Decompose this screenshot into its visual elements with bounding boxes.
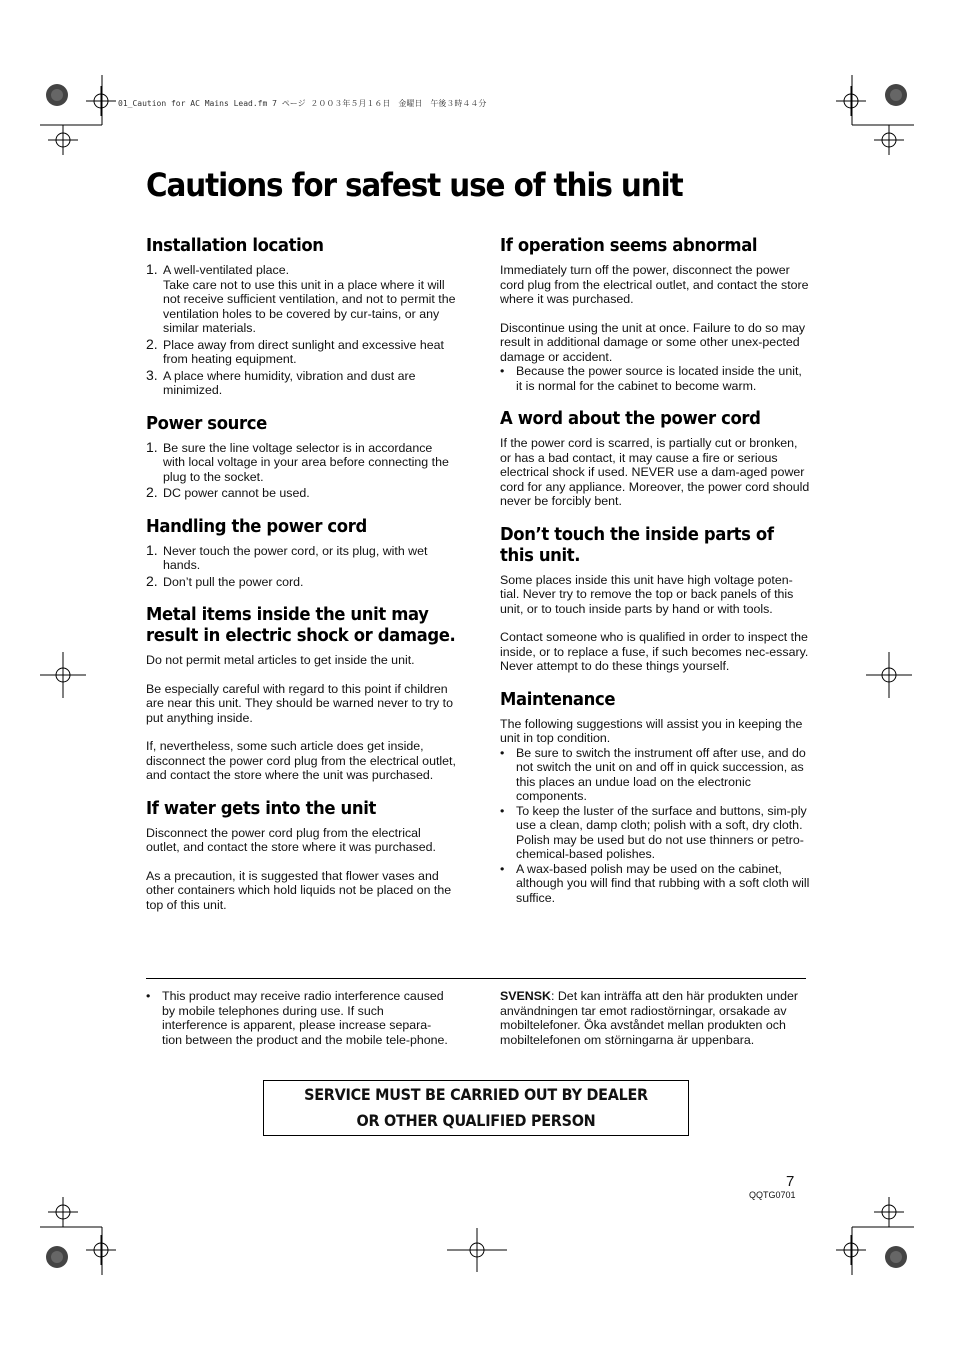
list-item bbox=[146, 438, 456, 485]
section-power-cord bbox=[500, 409, 810, 509]
list-item bbox=[146, 263, 456, 336]
registration-mark-icon bbox=[874, 1197, 904, 1227]
section-water bbox=[146, 799, 456, 913]
file-info-header: 01_Caution for AC Mains Lead.fm 7 ページ ２００３年５月１６日 金曜日 午後３時４４分 bbox=[118, 99, 487, 108]
registration-mark-icon bbox=[48, 125, 78, 155]
paragraph: If the power cord is scarred, is partially cut or bronken, or has a bad contact, it may cause a fire or serious electrical shock if used. NEVER use a dam-aged power cord for any appliance. Moreover, the power cord should never be forcibly bent. bbox=[500, 436, 810, 508]
item-number: 1. bbox=[146, 541, 158, 558]
list-item: • To keep the luster of the surface and buttons, sim-ply use a clean, damp cloth; polish with a soft, dry cloth. Polish may be used but do not use thinners or petro-chemical-based polishes. bbox=[500, 804, 810, 862]
paragraph: Some places inside this unit have high voltage poten-tial. Never try to remove the top or back panels of this unit, or to touch inside parts by hand or with tools. bbox=[500, 572, 794, 616]
bullet-list bbox=[500, 364, 810, 393]
registration-mark-icon bbox=[86, 86, 116, 116]
section-installation bbox=[146, 236, 456, 398]
paragraph: Be especially careful with regard to this point if children are near this unit. They should be warned never to try to put anything inside. bbox=[146, 681, 453, 725]
paragraph: Contact someone who is qualified in order to inspect the inside, or to replace a fuse, if such becomes nec-essary. Never attempt to do these things yourself. bbox=[500, 630, 809, 673]
section-heading: If operation seems abnormal bbox=[500, 236, 758, 256]
list-item bbox=[146, 486, 456, 501]
item-text: A well-ventilated place. bbox=[163, 263, 290, 277]
section-heading: Power source bbox=[146, 413, 267, 434]
item-text: A place where humidity, vibration and dust are minimized. bbox=[163, 368, 416, 397]
item-number: 2. bbox=[146, 335, 158, 352]
item-text: DC power cannot be used. bbox=[163, 486, 310, 500]
service-notice-line: OR OTHER QUALIFIED PERSON bbox=[356, 1111, 596, 1130]
item-text: Be sure the line voltage selector is in accordance with local voltage in your area before connecting the plug to the socket. bbox=[163, 440, 449, 484]
page-title: Cautions for safest use of this unit bbox=[146, 166, 683, 204]
left-column bbox=[146, 236, 456, 928]
paragraph: The following suggestions will assist you in keeping the unit in top condition. bbox=[500, 716, 803, 745]
section-metal-items bbox=[146, 605, 456, 783]
item-number: 2. bbox=[146, 484, 158, 500]
item-number: 1. bbox=[146, 261, 158, 277]
footer-note-english bbox=[146, 989, 451, 1047]
section-heading: If water gets into the unit bbox=[146, 798, 376, 819]
right-column bbox=[500, 236, 810, 921]
section-handling-power-cord bbox=[146, 517, 456, 590]
section-heading: Maintenance bbox=[500, 689, 616, 710]
item-number: 1. bbox=[146, 438, 158, 455]
section-heading: Handling the power cord bbox=[146, 516, 367, 537]
numbered-list bbox=[146, 541, 456, 590]
section-heading: Installation location bbox=[146, 236, 324, 256]
registration-mark-icon bbox=[874, 125, 904, 155]
item-number: 2. bbox=[146, 572, 158, 589]
page-number: 7 bbox=[786, 1173, 795, 1190]
numbered-list bbox=[146, 263, 456, 398]
registration-mark-icon bbox=[836, 86, 866, 116]
section-heading: Metal items inside the unit may result in electric shock or damage. bbox=[146, 605, 456, 646]
list-item: • A wax-based polish may be used on the cabinet, although you will find that rubbing with a soft cloth will suffice. bbox=[500, 862, 810, 906]
registration-mark-icon bbox=[836, 1235, 866, 1265]
item-text: Place away from direct sunlight and excessive heat from heating equipment. bbox=[163, 337, 444, 366]
section-heading: Don’t touch the inside parts of this unit. bbox=[500, 524, 774, 566]
svensk-text: : Det kan inträffa att den här produkten under användningen tar emot radiostörningar, orsakade av mobiltelefoner. Öka avståndet mellan produkten och mobiltelefonen om störningarna är uppenbara. bbox=[500, 989, 799, 1047]
registration-mark-icon bbox=[447, 1228, 507, 1272]
bullet-list bbox=[500, 746, 810, 906]
registration-mark-icon bbox=[86, 1235, 116, 1265]
paragraph: Discontinue using the unit at once. Failure to do so may result in additional damage or some other unex-pected damage or accident. bbox=[500, 320, 806, 364]
registration-mark-icon bbox=[40, 652, 86, 698]
list-item bbox=[146, 335, 456, 367]
paragraph: Do not permit metal articles to get inside the unit. bbox=[146, 653, 415, 667]
list-item: • This product may receive radio interference caused by mobile telephones during use. If such interference is apparent, please increase separa-tion between the product and the mobile tele-phone. bbox=[146, 989, 451, 1047]
divider bbox=[146, 978, 806, 979]
numbered-list bbox=[146, 438, 456, 501]
list-item bbox=[146, 572, 456, 590]
footer-note-svensk bbox=[500, 989, 805, 1047]
paragraph: Disconnect the power cord plug from the electrical outlet, and contact the store where it was purchased. bbox=[146, 825, 436, 854]
item-text: Never touch the power cord, or its plug, with wet hands. bbox=[163, 543, 428, 572]
list-item: • Because the power source is located inside the unit, it is normal for the cabinet to become warm. bbox=[500, 364, 810, 393]
item-number: 3. bbox=[146, 366, 158, 383]
paragraph: If, nevertheless, some such article does get inside, disconnect the power cord plug from the electrical outlet, and contact the store where the unit was purchased. bbox=[146, 739, 456, 782]
list-item: • Be sure to switch the instrument off after use, and do not switch the unit on and off in quick succession, as this places an undue load on the electronic components. bbox=[500, 746, 810, 804]
section-maintenance bbox=[500, 690, 810, 906]
document-code: QQTG0701 bbox=[749, 1190, 796, 1200]
service-notice-box bbox=[263, 1080, 689, 1136]
service-notice-line: SERVICE MUST BE CARRIED OUT BY DEALER bbox=[304, 1085, 648, 1104]
bullet-list bbox=[146, 989, 451, 1047]
list-item bbox=[146, 366, 456, 398]
language-label: SVENSK bbox=[500, 989, 551, 1003]
section-power-source bbox=[146, 414, 456, 501]
paragraph: As a precaution, it is suggested that flower vases and other containers which hold liquids not be placed on the top of this unit. bbox=[146, 868, 452, 912]
item-detail: Take care not to use this unit in a place where it will not receive sufficient ventilation, and not to permit the ventilation holes to be covered by cur-tains, or any similar materials. bbox=[163, 277, 456, 335]
section-heading: A word about the power cord bbox=[500, 409, 761, 429]
item-text: Don’t pull the power cord. bbox=[163, 574, 304, 589]
paragraph: Immediately turn off the power, disconnect the power cord plug from the electrical outlet, and contact the store where it was purchased. bbox=[500, 263, 809, 306]
registration-mark-icon bbox=[866, 652, 912, 698]
section-inside-parts bbox=[500, 525, 810, 674]
registration-mark-icon bbox=[48, 1197, 78, 1227]
section-abnormal-operation bbox=[500, 236, 810, 393]
list-item bbox=[146, 541, 456, 573]
